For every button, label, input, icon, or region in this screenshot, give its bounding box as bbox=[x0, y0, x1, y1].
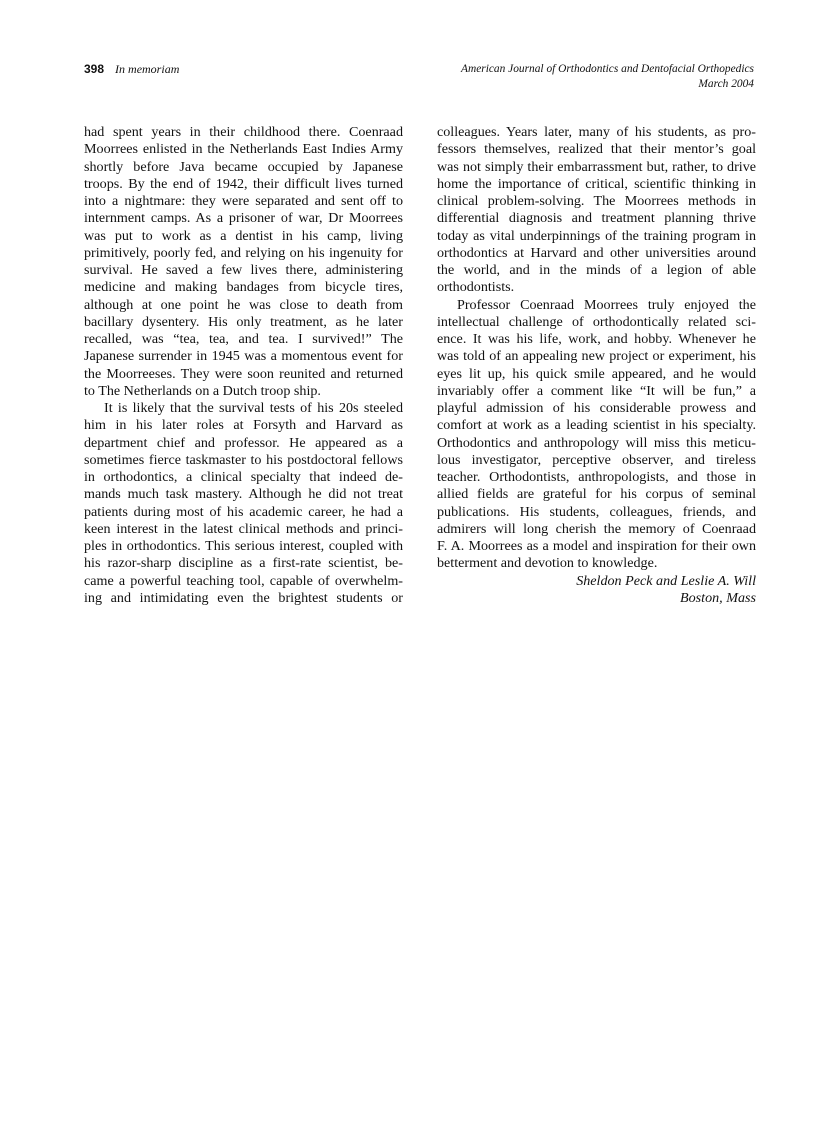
journal-title: American Journal of Orthodontics and Dentofacial Orthopedics bbox=[461, 63, 754, 75]
text-line: department chief and professor. He appeared as a bbox=[84, 434, 403, 451]
text-line: betterment and devotion to knowledge. bbox=[437, 555, 658, 572]
text-line: ing and intimidating even the brightest students or bbox=[84, 589, 403, 606]
right-column bbox=[437, 124, 756, 607]
text-line: to The Netherlands on a Dutch troop ship. bbox=[84, 382, 321, 399]
text-line: F. A. Moorrees as a model and inspiration for their own bbox=[437, 538, 756, 554]
text-line: publications. His students, colleagues, friends, and bbox=[437, 503, 756, 520]
running-header-right bbox=[461, 62, 754, 92]
text-line: primitively, poorly fed, and relying on his ingenuity for bbox=[84, 244, 403, 261]
text-line: into a nightmare: they were separated and sent off to bbox=[84, 193, 403, 209]
text-line: ence. It was his life, work, and hobby. Whenever he bbox=[437, 331, 756, 347]
text-line: mands much task mastery. Although he did not treat bbox=[84, 486, 403, 503]
text-line: internment camps. As a prisoner of war, Dr Moorrees bbox=[84, 210, 403, 227]
text-line: orthodontists. bbox=[437, 279, 515, 296]
text-line: keen interest in the latest clinical methods and princi- bbox=[84, 520, 403, 537]
text-line: orthodontics at Harvard and other universities around bbox=[437, 244, 756, 261]
text-line: ples in orthodontics. This serious interest, coupled with bbox=[84, 538, 403, 554]
signature-location: Boston, Mass bbox=[680, 589, 756, 606]
signature-authors: Sheldon Peck and Leslie A. Will bbox=[576, 572, 756, 589]
text-line: eyes lit up, his quick smile appeared, and he would bbox=[437, 365, 756, 382]
issue-date: March 2004 bbox=[698, 78, 754, 90]
text-line: was put to work as a dentist in his camp, living bbox=[84, 227, 403, 244]
left-column bbox=[84, 124, 403, 607]
text-line: sometimes fierce taskmaster to his postdoctoral fellows bbox=[84, 451, 403, 468]
text-line: differential diagnosis and treatment planning thrive bbox=[437, 210, 756, 227]
text-line: the Moorreeses. They were soon reunited and returned bbox=[84, 365, 403, 382]
text-line: admirers will long cherish the memory of Coenraad bbox=[437, 520, 756, 537]
text-line: had spent years in their childhood there. Coenraad bbox=[84, 124, 403, 140]
page-number: 398 bbox=[84, 62, 105, 76]
text-line: today as vital underpinnings of the training program in bbox=[437, 227, 756, 244]
text-line: It is likely that the survival tests of his 20s steeled bbox=[104, 400, 403, 416]
text-line: troops. By the end of 1942, their difficult lives turned bbox=[84, 175, 403, 192]
text-line: lous investigator, perceptive observer, and tireless bbox=[437, 451, 756, 468]
text-line: teacher. Orthodontists, anthropologists, and those in bbox=[437, 469, 756, 485]
text-line: came a powerful teaching tool, capable of overwhelm- bbox=[84, 572, 403, 589]
text-line: fessors themselves, realized that their mentor’s goal bbox=[437, 141, 756, 158]
text-line: shortly before Java became occupied by Japanese bbox=[84, 158, 403, 175]
running-header-left bbox=[84, 62, 179, 77]
text-line: survival. He saved a few lives there, administering bbox=[84, 262, 403, 278]
text-line: his razor-sharp discipline as a first-rate scientist, be- bbox=[84, 555, 403, 572]
text-line: clinical problem-solving. The Moorrees methods in bbox=[437, 193, 756, 209]
text-line: Moorrees enlisted in the Netherlands East Indies Army bbox=[84, 141, 403, 158]
text-line: home the importance of critical, scientific thinking in bbox=[437, 175, 756, 192]
text-line: Orthodontics and anthropology will miss this meticu- bbox=[437, 434, 756, 451]
text-line: comfort at work as a leading scientist in his specialty. bbox=[437, 417, 756, 434]
text-line: playful admission of his considerable prowess and bbox=[437, 400, 756, 416]
text-line: the world, and in the minds of a legion of able bbox=[437, 262, 756, 278]
text-line: bacillary dysentery. His only treatment, as he later bbox=[84, 313, 403, 330]
text-line: Professor Coenraad Moorrees truly enjoyed the bbox=[457, 296, 756, 313]
text-line: him in his later roles at Forsyth and Harvard as bbox=[84, 417, 403, 434]
text-line: medicine and making bandages from bicycle tires, bbox=[84, 279, 403, 296]
text-line: was told of an appealing new project or experiment, his bbox=[437, 348, 756, 365]
text-line: colleagues. Years later, many of his students, as pro- bbox=[437, 124, 756, 140]
text-line: in orthodontics, a clinical specialty that indeed de- bbox=[84, 469, 403, 485]
text-line: Japanese surrender in 1945 was a momentous event for bbox=[84, 348, 403, 365]
text-line: allied fields are grateful for his corpus of seminal bbox=[437, 486, 756, 503]
text-line: recalled, was “tea, tea, and tea. I survived!” The bbox=[84, 331, 403, 347]
section-title: In memoriam bbox=[115, 62, 180, 76]
text-line: was not simply their embarrassment but, rather, to drive bbox=[437, 158, 756, 175]
text-line: intellectual challenge of orthodontically related sci- bbox=[437, 313, 756, 330]
text-line: patients during most of his academic career, he had a bbox=[84, 503, 403, 520]
text-line: invariably offer a comment like “It will be fun,” a bbox=[437, 382, 756, 399]
text-line: although at one point he was close to death from bbox=[84, 296, 403, 313]
